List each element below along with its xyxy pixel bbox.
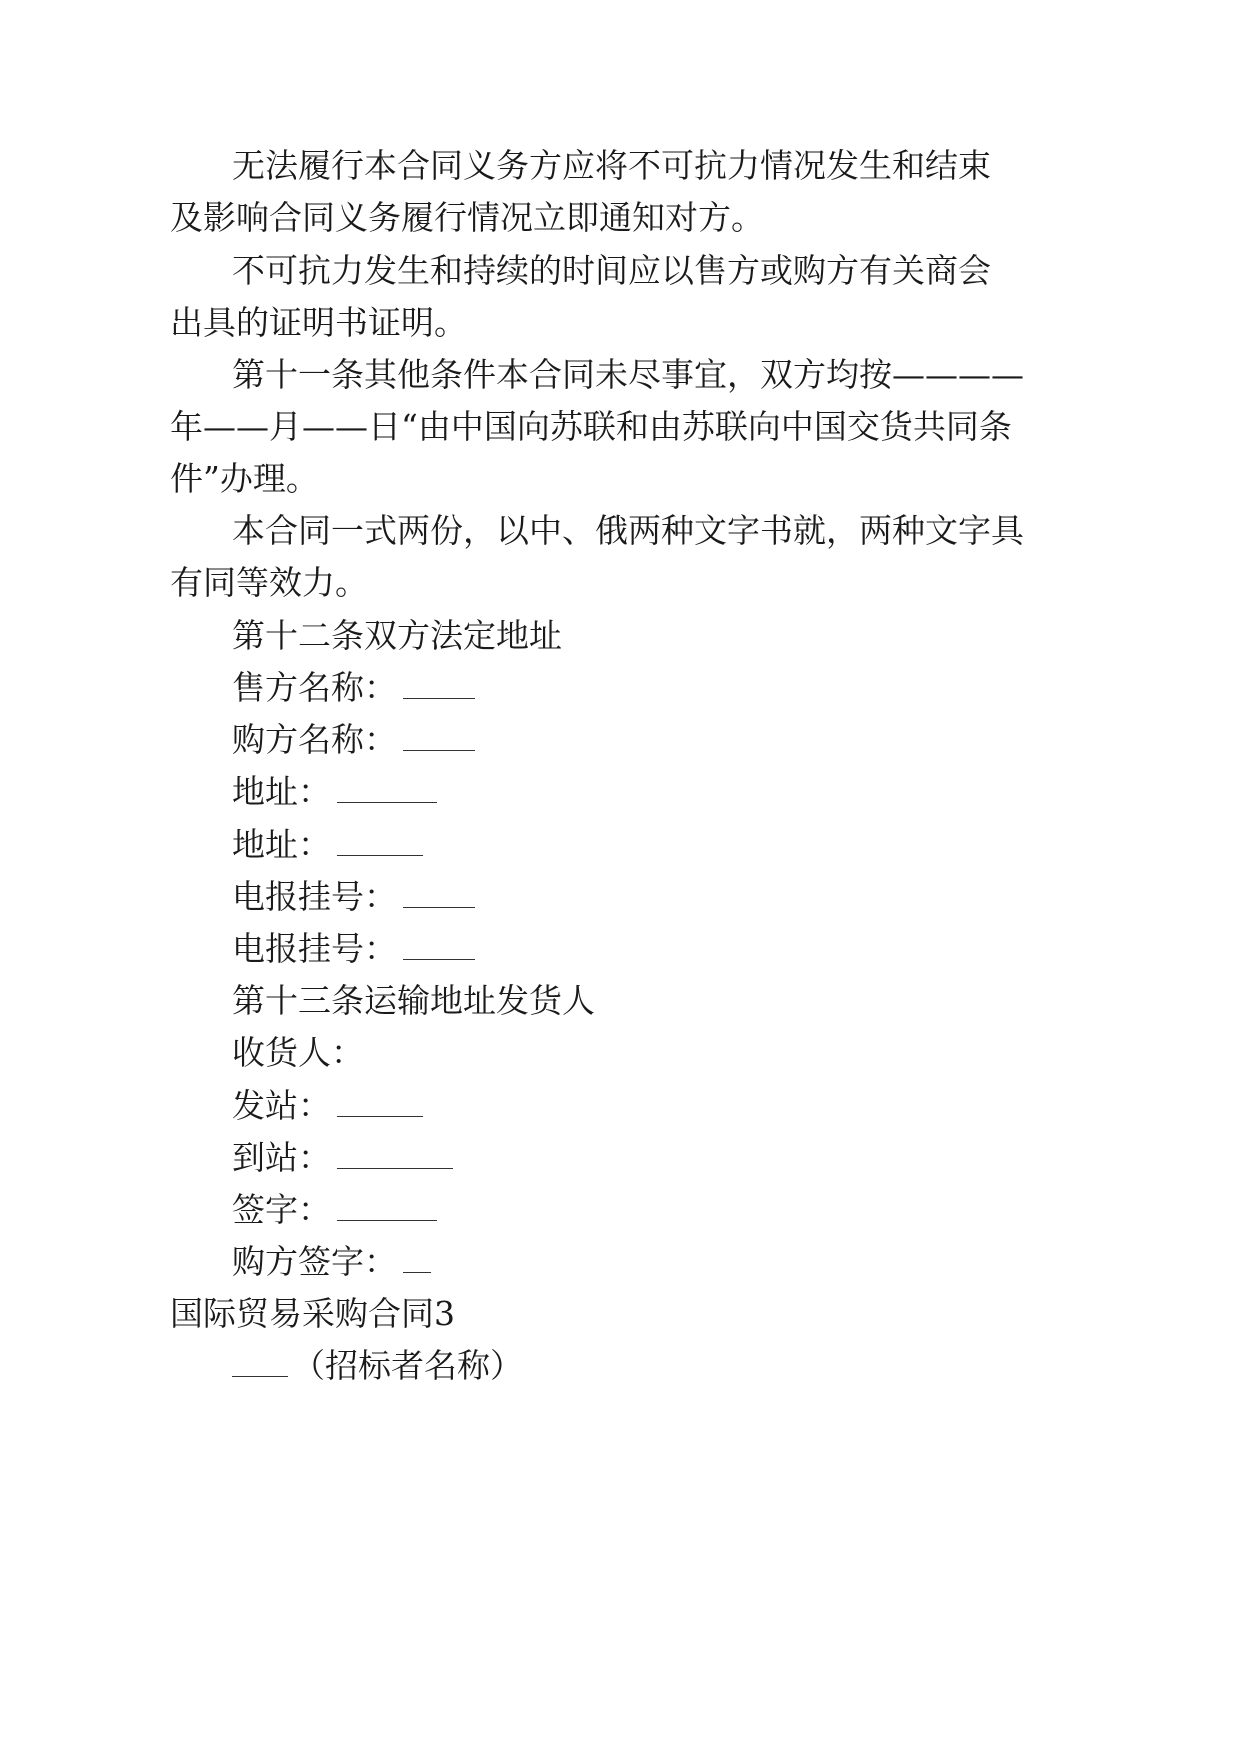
seller-name-blank [403,672,475,699]
article-12-title [232,616,562,656]
paragraph-2-line-2 [170,303,467,343]
tenderer-name-row [232,1346,523,1386]
buyer-signature-label: 购方签字： [232,1242,397,1281]
seller-name-row [232,668,475,708]
paragraph-2-line-1-text: 不可抗力发生和持续的时间应以售方或购方有关商会 [232,251,991,290]
consignee-label: 收货人： [232,1033,364,1072]
paragraph-2-line-1 [232,251,991,291]
address-1-label: 地址： [232,772,331,811]
address-1-blank [337,776,437,803]
paragraph-1-line-1 [232,146,991,186]
departure-station-blank [337,1090,423,1117]
telegraph-1-blank [403,881,475,908]
paragraph-3-line-1 [232,355,1024,395]
signature-blank [337,1194,437,1221]
buyer-name-blank [403,724,475,751]
telegraph-2-blank [403,933,475,960]
buyer-signature-blank [403,1246,431,1273]
address-2-row [232,825,423,865]
arrival-station-blank [337,1142,453,1169]
tenderer-name-blank [232,1350,288,1377]
section-heading [170,1294,455,1334]
paragraph-4-line-2 [170,563,368,603]
paragraph-1-line-2 [170,198,764,238]
paragraph-1-line-1-text: 无法履行本合同义务方应将不可抗力情况发生和结束 [232,146,991,185]
buyer-name-label: 购方名称： [232,720,397,759]
telegraph-1-row [232,877,475,917]
paragraph-3-line-3-text: 件”办理。 [170,459,319,498]
buyer-signature-row [232,1242,431,1282]
arrival-station-label: 到站： [232,1138,331,1177]
telegraph-2-row [232,929,475,969]
telegraph-2-label: 电报挂号： [232,929,397,968]
paragraph-4-line-1 [232,511,1024,551]
departure-station-row [232,1086,423,1126]
signature-row [232,1190,437,1230]
address-2-label: 地址： [232,825,331,864]
consignee-row [232,1033,364,1073]
paragraph-3-line-2 [170,407,1012,447]
address-2-blank [337,829,423,856]
telegraph-1-label: 电报挂号： [232,877,397,916]
address-1-row [232,772,437,812]
departure-station-label: 发站： [232,1086,331,1125]
paragraph-4-line-2-text: 有同等效力。 [170,563,368,602]
article-13-title [232,981,595,1021]
signature-label: 签字： [232,1190,331,1229]
paragraph-2-line-2-text: 出具的证明书证明。 [170,303,467,342]
article-12-title-text: 第十二条双方法定地址 [232,616,562,655]
paragraph-4-line-1-text: 本合同一式两份，以中、俄两种文字书就，两种文字具 [232,511,1024,550]
paragraph-3-line-3 [170,459,319,499]
arrival-station-row [232,1138,453,1178]
paragraph-3-line-1-text: 第十一条其他条件本合同未尽事宜，双方均按———— [232,355,1024,394]
paragraph-3-line-2-text: 年——月——日“由中国向苏联和由苏联向中国交货共同条 [170,407,1012,446]
paragraph-1-line-2-text: 及影响合同义务履行情况立即通知对方。 [170,198,764,237]
buyer-name-row [232,720,475,760]
seller-name-label: 售方名称： [232,668,397,707]
section-heading-text: 国际贸易采购合同3 [170,1294,455,1333]
tenderer-name-text: （招标者名称） [292,1346,523,1385]
article-13-title-text: 第十三条运输地址发货人 [232,981,595,1020]
